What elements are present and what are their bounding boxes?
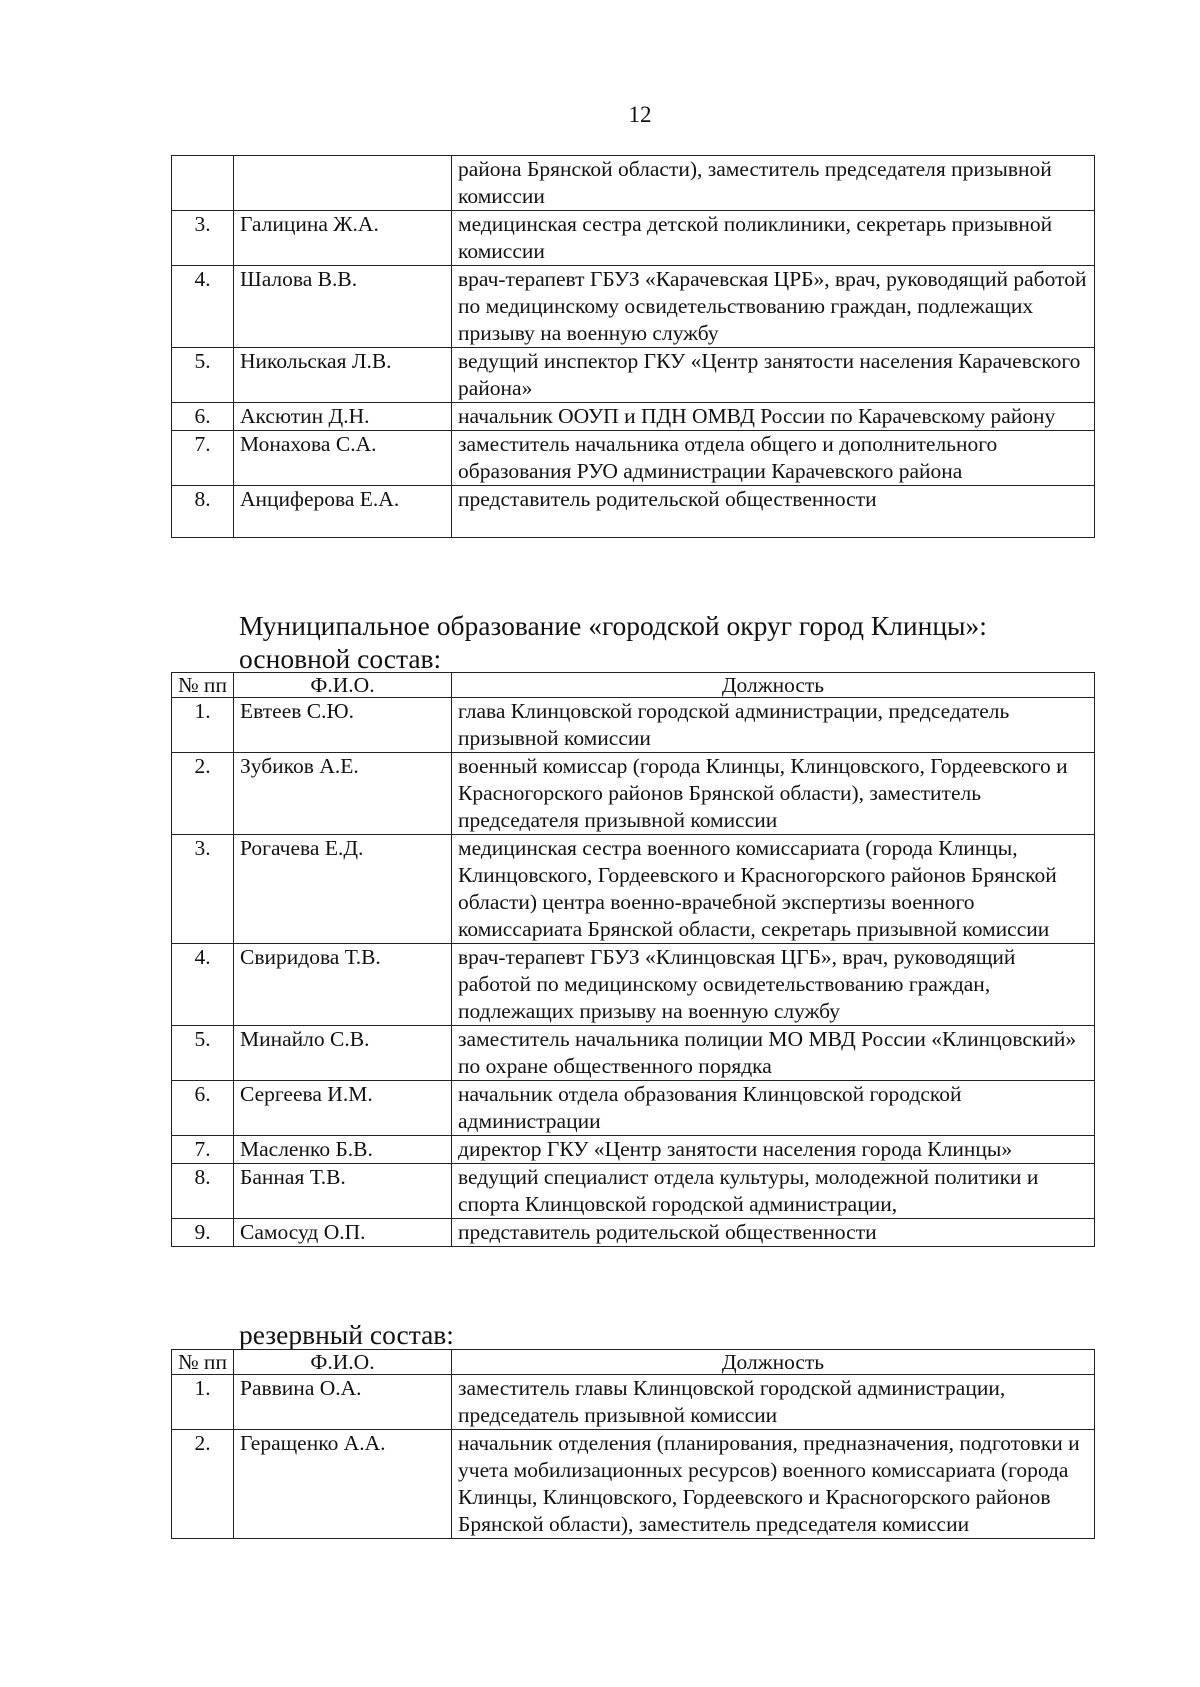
section-heading-reserve: резервный состав: [239,1319,454,1350]
member-position: заместитель начальника полиции МО МВД России «Клинцовский» по охране общественного порядка [452,1026,1095,1081]
row-number: 7. [172,431,234,486]
member-position: представитель родительской общественности [452,1219,1095,1247]
row-number: 3. [172,211,234,266]
page-number: 12 [628,102,652,127]
row-number: 1. [172,1375,234,1430]
table-row [172,348,1095,403]
member-position: ведущий специалист отдела культуры, молодежной политики и спорта Клинцовской городской администрации, [452,1164,1095,1219]
header-num: № пп [172,1350,234,1375]
row-number: 1. [172,698,234,753]
member-position: директор ГКУ «Центр занятости населения города Клинцы» [452,1136,1095,1164]
row-number: 2. [172,753,234,835]
table-row [172,698,1095,753]
table-row [172,431,1095,486]
table-row [172,1081,1095,1136]
member-position: начальник ООУП и ПДН ОМВД России по Карачевскому району [452,403,1095,431]
row-number: 4. [172,266,234,348]
table-row [172,1219,1095,1247]
member-name: Евтеев С.Ю. [234,698,452,753]
member-name: Никольская Л.В. [234,348,452,403]
member-name: Самосуд О.П. [234,1219,452,1247]
table-row [172,211,1095,266]
table-row [172,1164,1095,1219]
members-table-continued [171,155,1095,538]
row-number: 7. [172,1136,234,1164]
member-position: медицинская сестра детской поликлиники, секретарь призывной комиссии [452,211,1095,266]
member-position: начальник отделения (планирования, предназначения, подготовки и учета мобилизационных ресурсов) военного комиссариата (города Клинцы, Клинцовского, Гордеевского и Красногорского районов Брянской области), заместитель председателя комиссии [452,1430,1095,1539]
member-name: Свиридова Т.В. [234,944,452,1026]
row-number: 5. [172,348,234,403]
members-table-reserve [171,1349,1095,1539]
table-row [172,753,1095,835]
member-name: Шалова В.В. [234,266,452,348]
member-position: медицинская сестра военного комиссариата (города Клинцы, Клинцовского, Гордеевского и Красногорского районов Брянской области) центра военно-врачебной экспертизы военного комиссариата Брянской области, секретарь призывной комиссии [452,835,1095,944]
member-name: Галицина Ж.А. [234,211,452,266]
row-number: 9. [172,1219,234,1247]
member-name: Зубиков А.Е. [234,753,452,835]
member-name: Масленко Б.В. [234,1136,452,1164]
member-position: ведущий инспектор ГКУ «Центр занятости населения Карачевского района» [452,348,1095,403]
table-row [172,403,1095,431]
row-number: 2. [172,1430,234,1539]
member-name: Аксютин Д.Н. [234,403,452,431]
member-position: заместитель главы Клинцовской городской администрации, председатель призывной комиссии [452,1375,1095,1430]
section-heading-line2: основной состав: [239,643,442,674]
member-name: Банная Т.В. [234,1164,452,1219]
table-row [172,1375,1095,1430]
member-name: Анциферова Е.А. [234,486,452,538]
member-position: врач-терапевт ГБУЗ «Карачевская ЦРБ», врач, руководящий работой по медицинскому освидетельствованию граждан, подлежащих призыву на военную службу [452,266,1095,348]
member-position: района Брянской области), заместитель председателя призывной комиссии [452,156,1095,211]
header-name: Ф.И.О. [234,1350,452,1375]
table-row [172,835,1095,944]
row-number: 4. [172,944,234,1026]
header-name: Ф.И.О. [234,673,452,698]
table-row [172,1026,1095,1081]
member-name [234,156,452,211]
header-position: Должность [452,1350,1095,1375]
table-row [172,1136,1095,1164]
row-number: 3. [172,835,234,944]
row-number: 8. [172,1164,234,1219]
member-name: Раввина О.А. [234,1375,452,1430]
header-position: Должность [452,673,1095,698]
table-row [172,486,1095,538]
members-table-main [171,672,1095,1247]
table-row [172,944,1095,1026]
table-row [172,156,1095,211]
member-position: военный комиссар (города Клинцы, Клинцовского, Гордеевского и Красногорского районов Брянской области), заместитель председателя призывной комиссии [452,753,1095,835]
member-name: Геращенко А.А. [234,1430,452,1539]
table-header-row [172,673,1095,698]
row-number: 5. [172,1026,234,1081]
member-position: представитель родительской общественности [452,486,1095,538]
member-position: глава Клинцовской городской администрации, председатель призывной комиссии [452,698,1095,753]
table-row [172,1430,1095,1539]
member-name: Монахова С.А. [234,431,452,486]
header-num: № пп [172,673,234,698]
row-number: 6. [172,1081,234,1136]
row-number [172,156,234,211]
member-name: Минайло С.В. [234,1026,452,1081]
table-row [172,266,1095,348]
member-name: Рогачева Е.Д. [234,835,452,944]
member-position: начальник отдела образования Клинцовской городской администрации [452,1081,1095,1136]
row-number: 6. [172,403,234,431]
section-heading-main [239,609,987,675]
member-name: Сергеева И.М. [234,1081,452,1136]
section-heading-line1: Муниципальное образование «городской округ город Клинцы»: [239,610,987,641]
member-position: врач-терапевт ГБУЗ «Клинцовская ЦГБ», врач, руководящий работой по медицинскому освидетельствованию граждан, подлежащих призыву на военную службу [452,944,1095,1026]
table-header-row [172,1350,1095,1375]
row-number: 8. [172,486,234,538]
member-position: заместитель начальника отдела общего и дополнительного образования РУО администрации Карачевского района [452,431,1095,486]
